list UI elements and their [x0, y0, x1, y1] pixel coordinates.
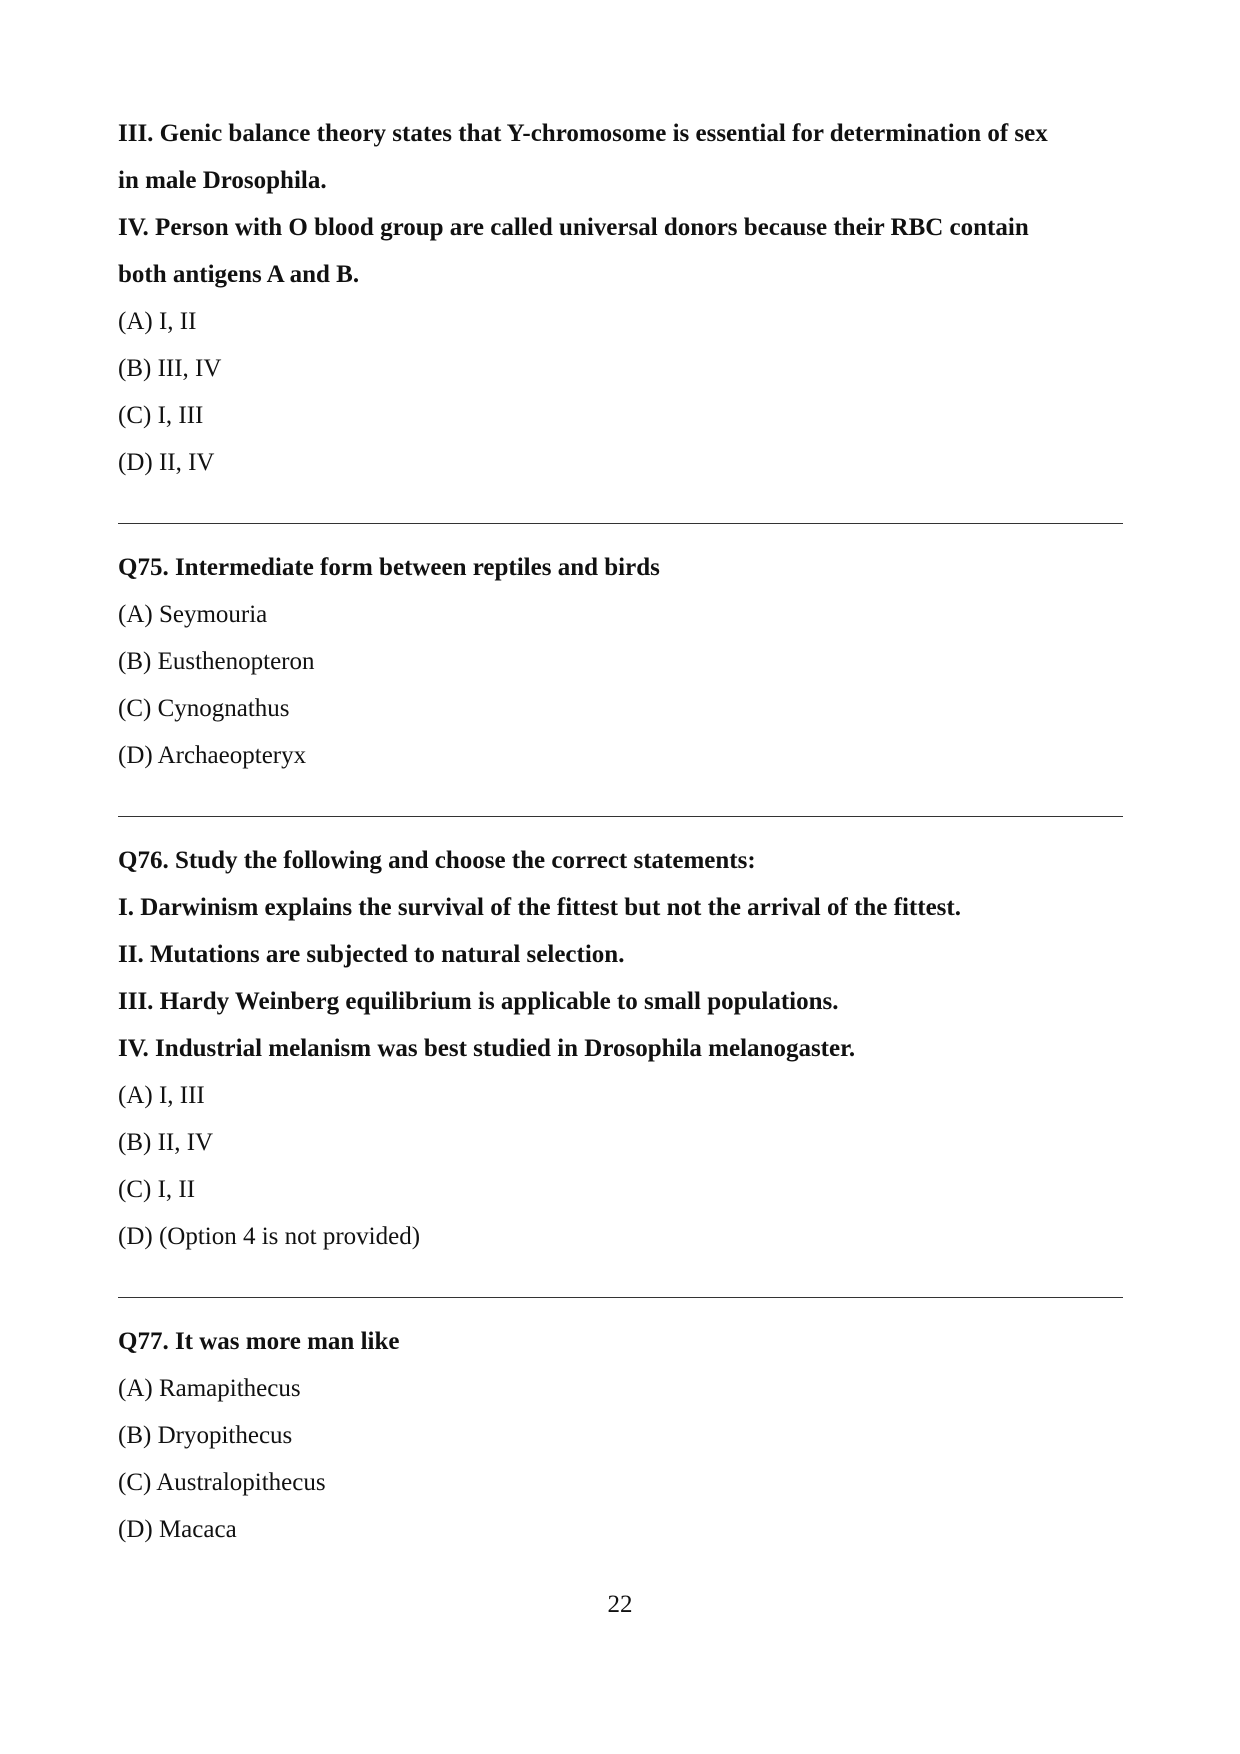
option-d: (D) II, IV	[118, 449, 215, 476]
option-a: (A) Seymouria	[118, 601, 268, 628]
question-74-continuation	[118, 110, 1123, 486]
statement-line: III. Genic balance theory states that Y-chromosome is essential for determination of sex	[118, 120, 1048, 147]
option-a: (A) I, II	[118, 308, 197, 335]
option-d: (D) Macaca	[118, 1516, 237, 1543]
question-77	[118, 1318, 1123, 1553]
option-d: (D) (Option 4 is not provided)	[118, 1223, 421, 1250]
page-number: 22	[607, 1591, 633, 1618]
question-text: Q77. It was more man like	[118, 1328, 400, 1355]
question-text: Q75. Intermediate form between reptiles and birds	[118, 554, 660, 581]
question-75	[118, 544, 1123, 779]
statement-line: II. Mutations are subjected to natural selection.	[118, 941, 625, 968]
option-c: (C) I, III	[118, 402, 204, 429]
question-text: Q76. Study the following and choose the correct statements:	[118, 847, 756, 874]
option-b: (B) II, IV	[118, 1129, 214, 1156]
option-b: (B) Dryopithecus	[118, 1422, 293, 1449]
option-c: (C) Cynognathus	[118, 695, 290, 722]
option-c: (C) Australopithecus	[118, 1469, 326, 1496]
option-a: (A) Ramapithecus	[118, 1375, 301, 1402]
question-76	[118, 837, 1123, 1260]
option-c: (C) I, II	[118, 1176, 196, 1203]
exam-page	[118, 110, 1123, 1553]
statement-line: IV. Person with O blood group are called universal donors because their RBC contain	[118, 214, 1029, 241]
statement-line: III. Hardy Weinberg equilibrium is applicable to small populations.	[118, 988, 839, 1015]
statement-line: I. Darwinism explains the survival of the fittest but not the arrival of the fittest.	[118, 894, 961, 921]
statement-line: both antigens A and B.	[118, 261, 360, 288]
statement-line: in male Drosophila.	[118, 167, 327, 194]
option-d: (D) Archaeopteryx	[118, 742, 307, 769]
statement-line: IV. Industrial melanism was best studied in Drosophila melanogaster.	[118, 1035, 856, 1062]
option-b: (B) III, IV	[118, 355, 222, 382]
option-a: (A) I, III	[118, 1082, 205, 1109]
option-b: (B) Eusthenopteron	[118, 648, 315, 675]
